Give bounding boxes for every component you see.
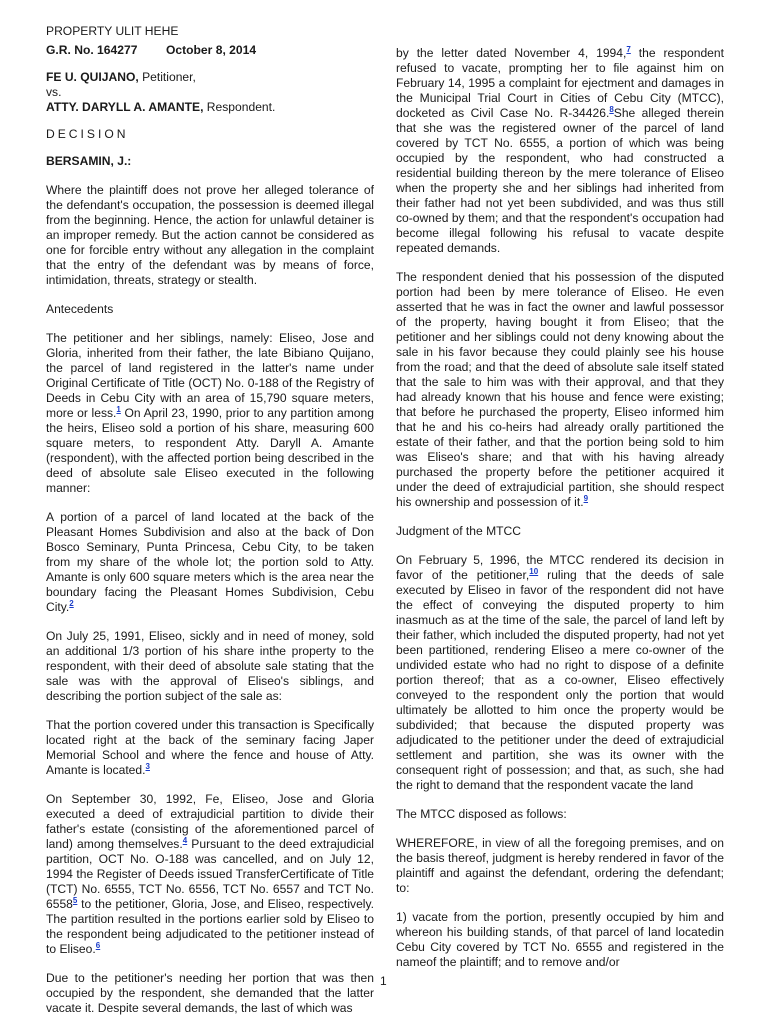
paragraph-respondent-denial: [396, 270, 724, 510]
footnote-link-9[interactable]: 9: [583, 493, 589, 503]
case-line: [46, 43, 374, 58]
paragraph-order-1: 1) vacate from the portion, presently occupied by him and whereon his building stands, of that parcel of land locatedin Cebu City covered by TCT No. 6555 and registered in the nameof the plaintiff; and to remove and/or: [396, 910, 724, 969]
decision-date: October 8, 2014: [166, 43, 257, 57]
text: The respondent denied that his possession of the disputed portion had been by mere tolerance of Eliseo. He even asserted that he was in fact the owner and lawful possessor of the property, having bought it from Eliseo; that the petitioner and her siblings could not deny knowing about the sale in his favor because they could plainly see his house from the road; and that the deed of absolute sale itself stated that the sale to him was with their approval, and that they had already known that his house and fence were existing; that before he purchased the property, Eliseo informed him that he and his co-heirs had already orally partitioned the estate of their father, and that the portion being sold to him was Eliseo's share; and that with his having already purchased the property before the petitioner acquired it under the deed of extrajudicial partition, she should respect his ownership and possession of it.: [396, 270, 724, 509]
heading-judgment-mtcc: Judgment of the MTCC: [396, 524, 522, 538]
paragraph-disposed: The MTCC disposed as follows:: [396, 807, 567, 821]
text: to the petitioner, Gloria, Jose, and Eliseo, respectively. The partition resulted in the portions earlier sold by Eliseo to the respondent being adjudicated to the petitioner instead of to Eliseo.: [46, 897, 374, 956]
text: That the portion covered under this transaction is Specifically located right at the back of the seminary facing Japer Memorial School and where the fence and house of Atty. Amante is located.: [46, 718, 374, 777]
document-title: PROPERTY ULIT HEHE: [46, 24, 179, 38]
petitioner-line: [46, 70, 374, 85]
footnote-link-6[interactable]: 6: [95, 940, 101, 950]
text: On February 5, 1996, the MTCC rendered its decision in favor of the petitioner,: [396, 553, 724, 582]
respondent-name: ATTY. DARYLL A. AMANTE,: [46, 100, 204, 114]
heading-antecedents: Antecedents: [46, 302, 114, 316]
text: Pursuant to the deed extrajudicial partition, OCT No. O-188 was cancelled, and on July 12, 1994 the Register of Deeds issued TransferCertificate of Title (TCT) No. 6555, TCT No. 6556, TCT No. 6557 and TCT No. 6558: [46, 837, 374, 911]
paragraph-mtcc-decision: [396, 553, 724, 793]
text: The petitioner and her siblings, namely: Eliseo, Jose and Gloria, inherited from their father, the late Bibiano Quijano, the parcel of land registered in the latter's name under Original Certificate of Title (OCT) No. 0-188 of the Registry of Deeds in Cebu City with an area of 15,790 square meters, more or less.: [46, 331, 374, 420]
ponente: BERSAMIN, J.:: [46, 154, 132, 168]
text: She alleged therein that she was the registered owner of the parcel of land covered by TCT No. 6555, a portion of which was being occupied by the respondent, who had constructed a residential building thereon by the mere tolerance of Eliseo when the property she and her siblings had inherited from their father had not yet been subdivided, and was thus still co-owned by them; and that the respondent's occupation had become illegal following his refusal to vacate despite repeated demands.: [396, 106, 724, 255]
footnote-link-1[interactable]: 1: [116, 404, 121, 414]
paragraph-partition: [46, 792, 374, 957]
footnote-link-3[interactable]: 3: [145, 761, 150, 771]
decision-heading: DECISION: [46, 127, 129, 141]
footnote-link-7[interactable]: 7: [626, 44, 631, 54]
gr-number: G.R. No. 164277: [46, 43, 138, 57]
text: A portion of a parcel of land located at the back of the Pleasant Homes Subdivision and also at the back of Don Bosco Seminary, Punta Princesa, Cebu City, to be taken from my share of the whole lot; the portion sold to Atty. Amante is only 600 square meters which is the area near the boundary facing the Pleasant Homes Subdivision, Cebu City.: [46, 510, 374, 614]
respondent-role: Respondent.: [203, 100, 276, 114]
footnote-link-5[interactable]: 5: [72, 895, 78, 905]
paragraph-intro: Where the plaintiff does not prove her alleged tolerance of the defendant's occupation, the possession is deemed illegal from the beginning. Hence, the action for unlawful detainer is an improper remedy. But the action cannot be considered as one for forcible entry without any allegation in the complaint that the entry of the defendant was by means of force, intimidation, threats, strategy or stealth.: [46, 183, 374, 287]
text: the respondent refused to vacate, prompting her to file against him on February 14, 1995 a complaint for ejectment and damages in the Municipal Trial Court in Cities of Cebu City (MTCC), docketed as Civil Case No. R-34426.: [396, 46, 724, 120]
versus: vs.: [46, 85, 62, 99]
quote-2: [46, 718, 374, 778]
paragraph-second-sale: On July 25, 1991, Eliseo, sickly and in need of money, sold an additional 1/3 portion of his share inthe property to the respondent, with their deed of absolute sale stating that the sale was with the approval of Eliseo's siblings, and describing the portion subject of the sale as:: [46, 629, 374, 703]
footnote-link-4[interactable]: 4: [182, 835, 188, 845]
paragraph-wherefore: WHEREFORE, in view of all the foregoing premises, and on the basis thereof, judgment is hereby rendered in favor of the plaintiff and against the defendant, ordering the defendant; to:: [396, 836, 724, 895]
text: ruling that the deeds of sale executed by Eliseo in favor of the respondent did not have the effect of conveying the disputed property to him inasmuch as at the time of the sale, the parcel of land left by their father, which included the disputed property, had not yet been partitioned, rendering Eliseo a mere co-owner of the undivided estate who had no right to dispose of a definite portion thereof; that as a co-owner, Eliseo effectively conveyed to the respondent only the portion that would ultimately be allotted to him once the property would be subdivided; that because the disputed property was adjudicated to the petitioner under the deed of extrajudicial settlement and partition, she was its owner with the consequent right of possession; and that, as such, she had the right to demand that the respondent vacate the land: [396, 568, 725, 792]
paragraph-demand: Due to the petitioner's needing her portion that was then occupied by the respondent, she demanded that the latter vacate it. Despite several demands, the last of which was: [46, 971, 374, 1015]
left-column: [46, 24, 374, 1030]
footnote-link-2[interactable]: 2: [69, 598, 74, 608]
footnote-link-8[interactable]: 8: [609, 104, 614, 114]
paragraph-antecedents-1: [46, 331, 374, 496]
respondent-line: [46, 100, 374, 115]
quote-1: [46, 510, 374, 615]
text: by the letter dated November 4, 1994,: [396, 46, 627, 60]
petitioner-role: Petitioner,: [138, 70, 196, 84]
page-number: 1: [380, 974, 387, 988]
paragraph-complaint: [396, 46, 724, 256]
footnote-link-10[interactable]: 10: [529, 566, 539, 576]
parties: [46, 70, 374, 115]
text: On April 23, 1990, prior to any partition among the heirs, Eliseo sold a portion of his share, measuring 600 square meters, to respondent Atty. Daryll A. Amante (respondent), with the affected portion being described in the deed of absolute sale Eliseo executed in the following manner:: [46, 406, 374, 495]
text: On September 30, 1992, Fe, Eliseo, Jose and Gloria executed a deed of extrajudicial partition to divide their father's estate (consisting of the aforementioned parcel of land) among themselves.: [46, 792, 374, 851]
petitioner-name: FE U. QUIJANO,: [46, 70, 139, 84]
right-column: [396, 46, 724, 984]
